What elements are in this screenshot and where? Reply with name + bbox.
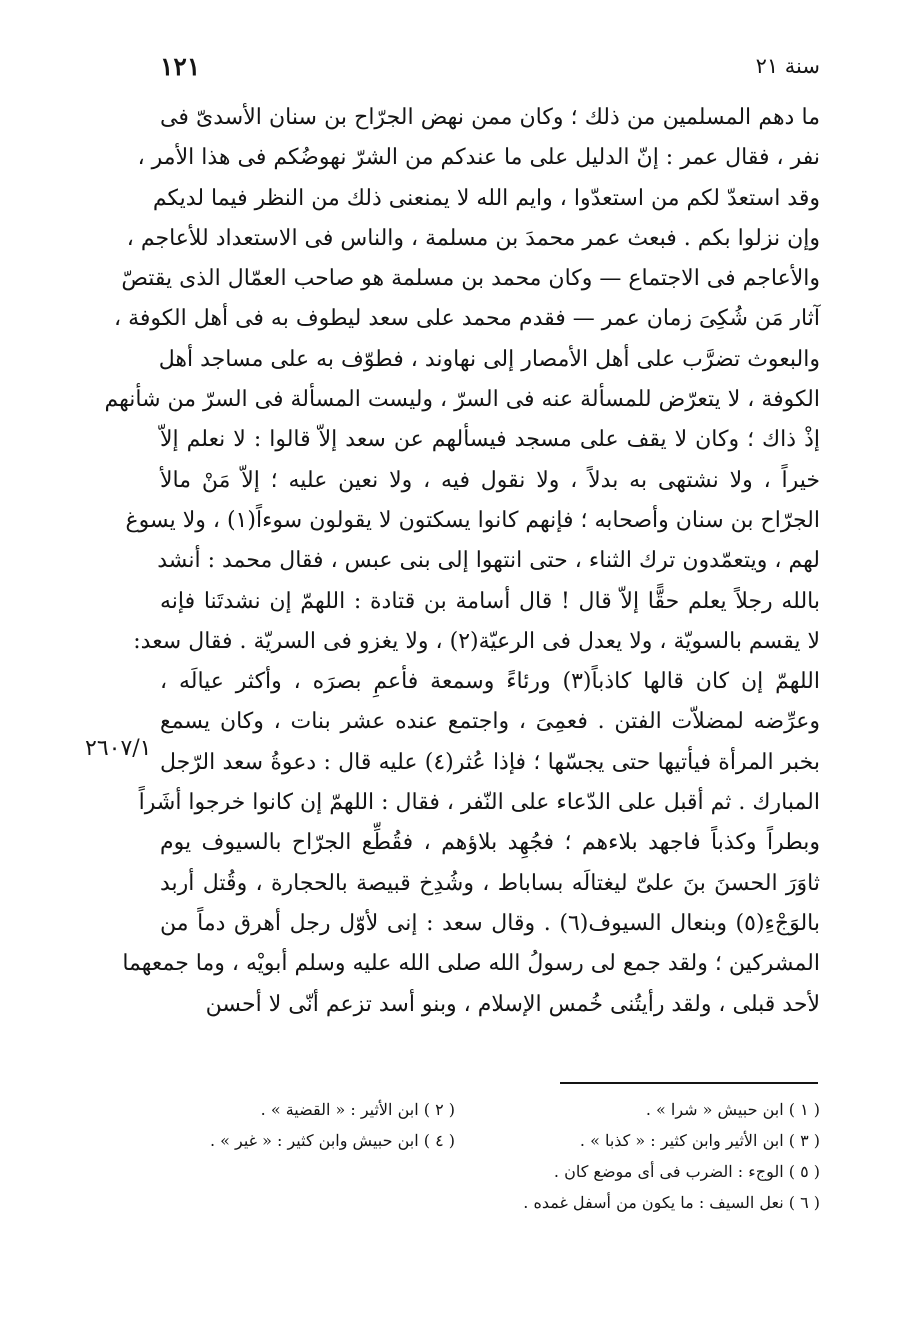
text-line: خيراً ، ولا نشتهى به بدلاً ، ولا نقول فيه ، ولا نعين عليه ؛ إلاّ مَنْ مالأ <box>160 467 820 493</box>
text-line: اللهمّ إن كان قالها كاذباً(٣) ورئاءً وسمعة فأعمِ بصرَه ، وأكثر عيالَه ، <box>160 669 820 695</box>
text-line: والبعوث تضرَّب على أهل الأمصار إلى نهاوند ، فطوّف به على مساجد أهل <box>158 346 820 372</box>
footnote-row <box>175 1156 820 1187</box>
text-line: آثار مَن شُكِىَ زمان عمر — فقدم محمد على سعد ليطوف به فى أهل الكوفة ، <box>113 306 820 332</box>
footnotes <box>175 1094 820 1218</box>
margin-reference: ٢٦٠٧/١ <box>85 736 152 761</box>
footnote: ( ٥ ) الوجء : الضرب فى أى موضع كان . <box>553 1162 820 1181</box>
text-line: الجرّاح بن سنان وأصحابه ؛ فإنهم كانوا يسكتون لا يقولون سوءاً(١) ، ولا يسوغ <box>125 507 820 533</box>
text-line: إذْ ذاك ؛ وكان لا يقف على مسجد فيسألهم عن سعد إلاّ قالوا : لا نعلم إلاّ <box>160 427 820 453</box>
text-line: بخبر المرأة فيأتيها حتى يجسّها ؛ فإذا عُثر(٤) عليه قال : دعوةُ سعد الرّجل <box>160 749 820 775</box>
footnote: ( ٤ ) ابن حبيش وابن كثير : « غير » . <box>209 1131 455 1150</box>
text-line: وإن نزلوا بكم . فبعث عمر محمدَ بن مسلمة ، والناس فى الاستعداد للأعاجم ، <box>126 225 820 251</box>
text-line: المبارك . ثم أقبل على الدّعاء على النّفر ، فقال : اللهمّ إن كانوا خرجوا أشَراً <box>138 790 820 816</box>
text-line: ما دهم المسلمين من ذلك ؛ وكان ممن نهض الجرّاح بن سنان الأسدىّ فى <box>160 105 820 130</box>
text-line: وبطراً وكذباً فاجهد بلاءهم ؛ فجُهِد بلاؤهم ، فقُطِّع الجرّاح بالسيوف يوم <box>160 830 820 856</box>
text-line: نفر ، فقال عمر : إنّ الدليل على ما عندكم من الشرّ نهوضُكم فى هذا الأمر ، <box>137 145 820 171</box>
text-line: وعرِّضه لمضلاّت الفتن . فعمِىَ ، واجتمع عنده عشر بنات ، وكان يسمع <box>160 709 820 735</box>
footnote-row <box>175 1094 820 1125</box>
footnote: ( ٦ ) نعل السيف : ما يكون من أسفل غمده . <box>523 1193 820 1212</box>
page-number: ١٢١ <box>160 52 201 81</box>
text-line: لا يقسم بالسويّة ، ولا يعدل فى الرعيّة(٢) ، ولا يغزو فى السريّة . فقال سعد: <box>133 628 820 654</box>
footnote: ( ١ ) ابن حبيش « شرا » . <box>645 1100 820 1119</box>
text-line: ثاوَرَ الحسنَ بنَ علىّ ليغتالَه بساباط ، وشُدِخ قبيصة بالحجارة ، وقُتل أربد <box>160 870 820 896</box>
footnote-row <box>175 1187 820 1218</box>
footnote-divider <box>560 1082 818 1084</box>
footnote: ( ٢ ) ابن الأثير : « القضية » . <box>260 1100 455 1119</box>
running-head: سنة ٢١ <box>755 54 820 78</box>
text-line: وقد استعدّ لكم من استعدّوا ، وايم الله لا يمنعنى ذلك من النظر فيما لديكم <box>152 185 820 211</box>
text-line: والأعاجم فى الاجتماع — وكان محمد بن مسلمة هو صاحب العمّال الذى يقتصّ <box>121 266 820 292</box>
text-line: الكوفة ، لا يتعرّض للمسألة عنه فى السرّ ، وليست المسألة فى السرّ من شأنهم <box>104 387 820 413</box>
text-line: بالوَجْءِ(٥) وبنعال السيوف(٦) . وقال سعد : إنى لأوّل رجل أهرق دماً من <box>160 910 820 936</box>
footnote: ( ٣ ) ابن الأثير وابن كثير : « كذبا » . <box>579 1131 820 1150</box>
text-line: بالله رجلاً يعلم حقًّا إلاّ قال ! قال أسامة بن قتادة : اللهمّ إن نشدتَنا فإنه <box>160 588 820 614</box>
page-header <box>160 52 820 92</box>
text-line: لهم ، ويتعمّدون ترك الثناء ، حتى انتهوا إلى بنى عبس ، فقال محمد : أنشد <box>157 548 820 574</box>
footnote-row <box>175 1125 820 1156</box>
text-line: لأحد قبلى ، ولقد رأيتُنى خُمس الإسلام ، وبنو أسد تزعم أنّى لا أحسن <box>205 991 820 1017</box>
text-line: المشركين ؛ ولقد جمع لى رسولُ الله صلى الله عليه وسلم أبويْه ، وما جمعهما <box>122 951 820 977</box>
